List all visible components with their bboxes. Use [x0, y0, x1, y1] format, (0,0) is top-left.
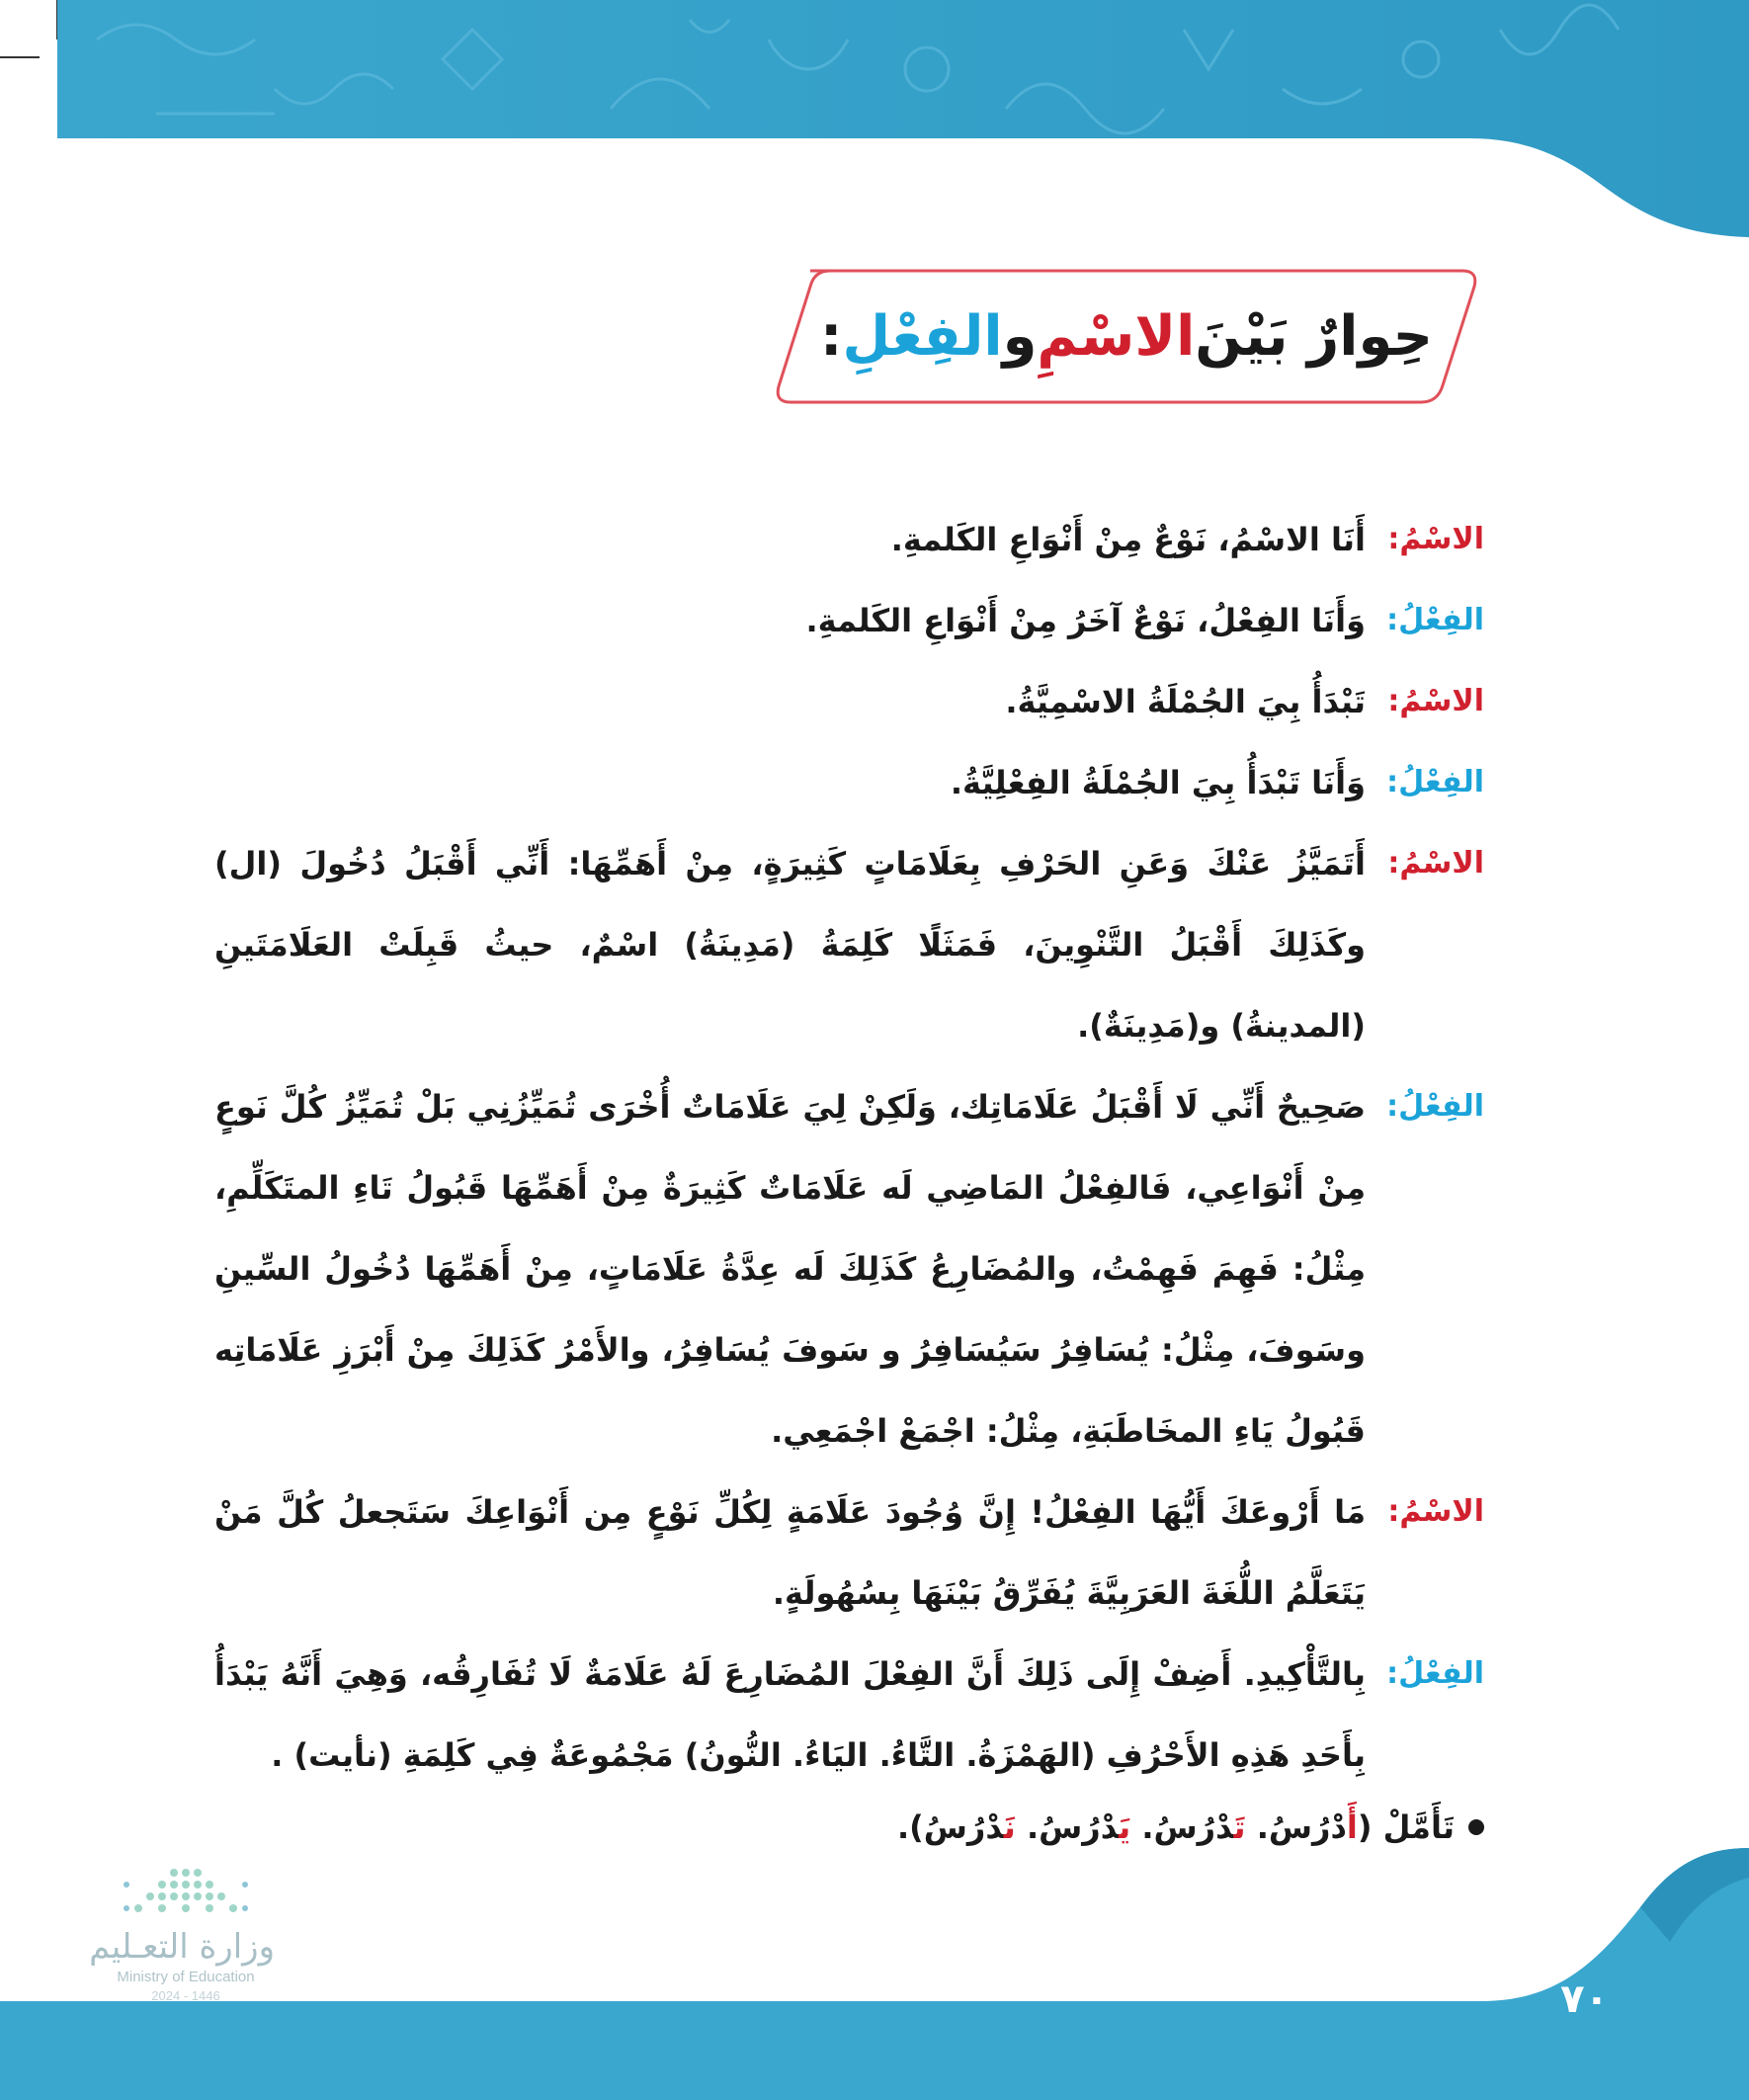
note-word: دْرُسُ.: [1130, 1808, 1234, 1846]
footer-band: [0, 1848, 1749, 2100]
speaker-fil: الفِعْلُ:: [1386, 603, 1484, 637]
dialogue-text: تَبْدَأُ بِيَ الجُمْلَةُ الاسْمِيَّةُ.: [1005, 683, 1366, 720]
note-word: دْرُسُ: [923, 1808, 1004, 1846]
bullet-icon: [1468, 1819, 1484, 1835]
ministry-name-en: Ministry of Education: [117, 1969, 255, 1985]
reflection-note: [595, 1808, 1484, 1846]
page-title: [771, 265, 1482, 408]
dialogue-text: مَا أَرْوعَكَ أَيُّهَا الفِعْلُ! إِنَّ وُجُودَ عَلَامَةٍ لِكُلِّ نَوْعٍ مِن أَنْوَاعِكَ سَتَجعلُ كُلَّ مَنْ يَتَعَلَّمُ اللُّغَةَ العَرَبِيَّةَ يُفَرِّقُ بَيْنَهَا بِسُهُولَةٍ.: [214, 1493, 1366, 1612]
note-prefix: نَ: [1003, 1808, 1016, 1846]
title-text: حِوارٌ بَيْنَ: [1195, 304, 1433, 369]
title-colon: :: [820, 304, 843, 369]
speaker-fil: الفِعْلُ:: [1386, 1656, 1484, 1691]
speaker-ism: الاسْمُ:: [1387, 846, 1484, 881]
speaker-ism: الاسْمُ:: [1387, 1494, 1484, 1529]
speaker-ism: الاسْمُ:: [1387, 522, 1484, 556]
dialogue: [214, 499, 1484, 1796]
dialogue-text: أَنَا الاسْمُ، نَوْعٌ مِنْ أَنْوَاعِ الكَلمةِ.: [890, 521, 1366, 558]
dialogue-text: صَحِيحٌ أَنِّي لَا أَقْبَلُ عَلَامَاتِك، وَلَكِنْ لِيَ عَلَامَاتٌ أُخْرَى تُمَيِّزُنِي بَلْ تُمَيِّزُ كُلَّ نَوعٍ مِنْ أَنْوَاعِي، فَالفِعْلُ المَاضِي لَه عَلَامَاتٌ كَثِيرَةٌ مِنْ أَهَمِّهَا قَبُولُ تَاءِ المتَكَلِّمِ، مِثْلُ: فَهِمَ فَهِمْتُ، والمُضَارِعُ كَذَلِكَ لَه عِدَّةُ عَلَامَاتٍ، مِنْ أَهَمِّهَا دُخُولُ السِّينِ وسَوفَ، مِثْلُ: يُسَافِرُ سَيُسَافِرُ و سَوفَ يُسَافِرُ، والأَمْرُ كَذَلِكَ مِنْ أَبْرَزِ عَلَامَاتِه قَبُولُ يَاءِ المخَاطَبَةِ، مِثْلُ: اجْمَعْ اجْمَعِي.: [214, 1088, 1366, 1450]
note-trail: ).: [896, 1808, 924, 1846]
note-prefix: تَ: [1233, 1808, 1246, 1846]
dialogue-line: [214, 742, 1484, 823]
dialogue-text: أَتَمَيَّزُ عَنْكَ وَعَنِ الحَرْفِ بِعَلَامَاتٍ كَثِيرَةٍ، مِنْ أَهَمِّهَا: أَنِّي أَقْبَلُ دُخُولَ (ال) وكَذَلِكَ أَقْبَلُ التَّنْوِينَ، فَمَثَلًا كَلِمَةُ (مَدِينَةُ) اسْمٌ، حيثُ قَبِلَتْ العَلَامَتَينِ (المدينةُ) و(مَدِينَةٌ).: [214, 845, 1366, 1045]
dialogue-text: وَأَنَا تَبْدَأُ بِيَ الجُمْلَةُ الفِعْلِيَّةُ.: [950, 764, 1366, 801]
note-word: دْرُسُ.: [1015, 1808, 1120, 1846]
dialogue-line: [214, 661, 1484, 742]
note-text: [897, 1808, 1455, 1846]
speaker-fil: الفِعْلُ:: [1386, 765, 1484, 799]
note-prefix: يَ: [1119, 1808, 1131, 1846]
dialogue-line: [214, 499, 1484, 580]
note-word: دْرُسُ.: [1245, 1808, 1347, 1846]
crop-mark: [0, 56, 40, 58]
ministry-year: 2024 - 1446: [151, 1988, 220, 2003]
title-waw: و: [1002, 304, 1038, 369]
note-prefix: أَ: [1346, 1808, 1358, 1846]
dialogue-text: وَأَنَا الفِعْلُ، نَوْعٌ آخَرُ مِنْ أَنْوَاعِ الكَلمةِ.: [805, 602, 1366, 639]
dialogue-line: [214, 823, 1484, 1066]
ministry-name-ar: وزارة التعـليم: [89, 1927, 275, 1967]
speaker-fil: الفِعْلُ:: [1386, 1089, 1484, 1124]
title-fil: الفِعْلِ: [842, 304, 1003, 369]
dialogue-line: [214, 580, 1484, 661]
dialogue-line: [214, 1634, 1484, 1796]
dialogue-line: [214, 1066, 1484, 1471]
dialogue-line: [214, 1471, 1484, 1634]
note-lead: تَأَمَّلْ (: [1357, 1808, 1455, 1846]
header-band: [57, 0, 1749, 237]
speaker-ism: الاسْمُ:: [1387, 684, 1484, 718]
title-ism: الاسْمِ: [1037, 304, 1196, 369]
dialogue-text: بِالتَّأْكِيدِ. أَضِفْ إِلَى ذَلِكَ أَنَّ الفِعْلَ المُضَارِعَ لَهُ عَلَامَةٌ لَا تُفَارِقُه، وَهِيَ أَنَّهُ يَبْدَأُ بِأَحَدِ هَذِهِ الأَحْرُفِ (الهَمْزَةُ. التَّاءُ. اليَاءُ. النُّونُ) مَجْمُوعَةٌ فِي كَلِمَةِ (نأيت) .: [214, 1655, 1366, 1774]
page-number: ٧٠: [1560, 1976, 1609, 2022]
